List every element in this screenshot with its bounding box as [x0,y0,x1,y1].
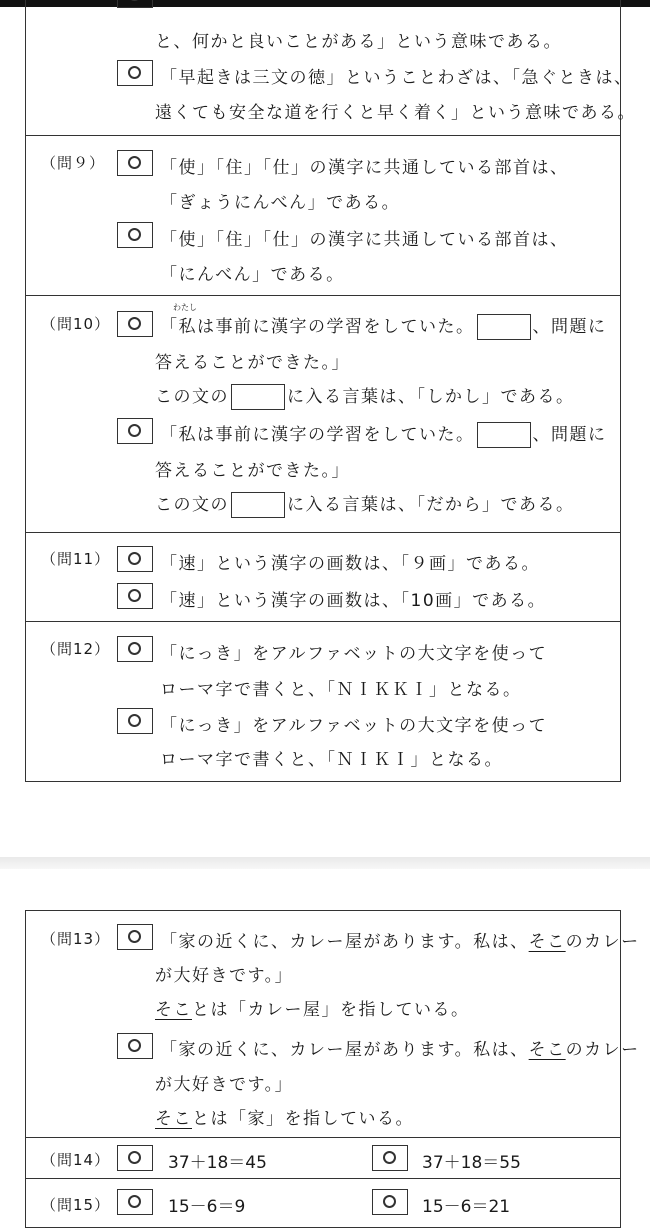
option-text: この文の に入る言葉は、「だから」である。 [155,490,575,518]
question-number: （問13） [41,930,111,948]
answer-checkbox[interactable] [117,0,153,8]
option-text: 答えることができた。」 [155,353,350,373]
option-text: 37＋18＝55 [422,1153,521,1173]
answer-checkbox[interactable] [117,311,153,337]
question-10-section [25,295,621,533]
blank-box [231,492,285,518]
blank-box [231,384,285,410]
option-text: と、何かと良いことがある」という意味である。 [155,32,562,52]
answer-checkbox[interactable] [117,546,153,572]
question-14-section [25,1137,621,1179]
question-number: （問12） [41,640,111,658]
question-11-section [25,532,621,622]
option-text: が大好きです。」 [155,966,294,986]
question-number: （問10） [41,315,111,333]
option-text: 「早起きは三文の徳」ということわざは、「急ぐときは、 [160,68,633,88]
answer-checkbox[interactable] [372,1189,408,1215]
question-15-section [25,1178,621,1228]
option-text: 15－6＝21 [422,1197,511,1217]
question-13-section [25,910,640,1138]
answer-checkbox[interactable] [117,924,153,950]
question-number: （問15） [41,1196,111,1214]
option-text: 「速」という漢字の画数は、「10画」である。 [160,591,547,611]
answer-checkbox[interactable] [117,418,153,444]
answer-checkbox[interactable] [117,636,153,662]
answer-checkbox[interactable] [372,1145,408,1171]
option-text: 「私は事前に漢字の学習をしていた。 、問題に [160,420,607,448]
question-12-section [25,621,621,782]
page-break [0,857,650,869]
answer-checkbox[interactable] [117,1033,153,1059]
question-number: （問11） [41,550,111,568]
option-text: 「家の近くに、カレー屋があります。私は、そこのカレー [160,932,640,952]
option-text: 「使」「住」「仕」の漢字に共通している部首は、 [160,158,569,178]
option-text: 37＋18＝45 [168,1153,267,1173]
answer-checkbox[interactable] [117,1189,153,1215]
answer-checkbox[interactable] [117,583,153,609]
answer-checkbox[interactable] [117,150,153,176]
option-text: この文の に入る言葉は、「しかし」である。 [155,382,575,410]
question-9-section [25,135,621,296]
question-8-section [25,0,636,136]
option-text: そことは「カレー屋」を指している。 [155,1000,470,1020]
answer-checkbox[interactable] [117,222,153,248]
option-text: そことは「家」を指している。 [155,1109,414,1129]
option-text: 「使」「住」「仕」の漢字に共通している部首は、 [160,230,569,250]
option-text: 「家の近くに、カレー屋があります。私は、そこのカレー [160,1040,640,1060]
question-number: （問14） [41,1151,111,1169]
option-text: 答えることができた。」 [155,461,350,481]
option-text: 15－6＝9 [168,1197,246,1217]
option-text: が大好きです。」 [155,1075,294,1095]
answer-checkbox[interactable] [117,60,153,86]
option-text: 「私は事前に漢字の学習をしていた。 、問題に [160,312,607,340]
question-number: （問９） [41,154,106,172]
option-text: ローマ字で書くと、「ＮＩＫＩ」となる。 [160,750,503,770]
option-text: 「速」という漢字の画数は、「９画」である。 [160,554,540,574]
answer-checkbox[interactable] [117,708,153,734]
option-text: 遠くても安全な道を行くと早く着く」という意味である。 [155,103,636,123]
answer-checkbox[interactable] [117,1145,153,1171]
option-text: 「にんべん」である。 [160,265,345,285]
option-text: ローマ字で書くと、「ＮＩＫＫＩ」となる。 [160,680,522,700]
option-text: 「にっき」をアルファベットの大文字を使って [160,716,548,736]
blank-box [477,314,531,340]
blank-box [477,422,531,448]
option-text: 「ぎょうにんべん」である。 [160,193,401,213]
option-text: 「にっき」をアルファベットの大文字を使って [160,644,548,664]
furigana: わたし [173,303,197,312]
